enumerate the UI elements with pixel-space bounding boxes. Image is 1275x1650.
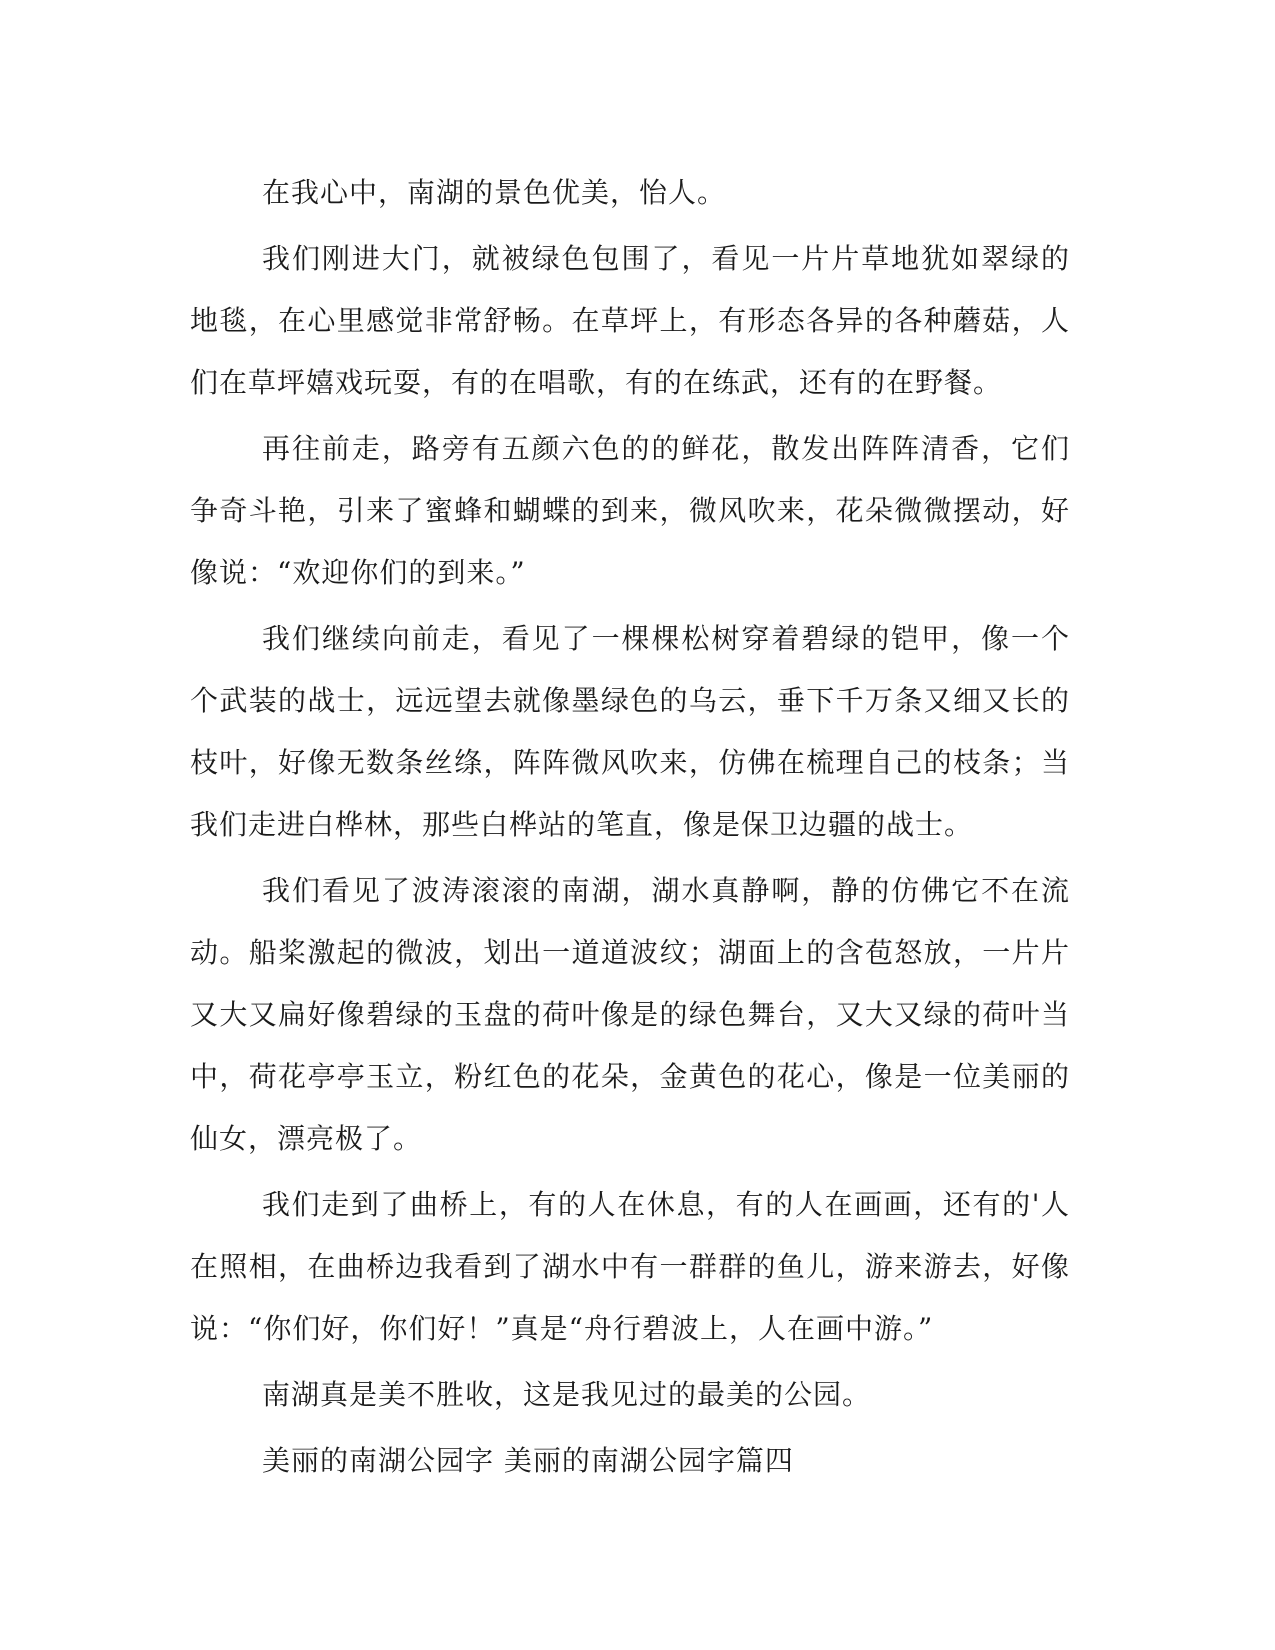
paragraph-intro: 在我心中，南湖的景色优美，怡人。 (262, 176, 727, 209)
next-section-heading: 美丽的南湖公园字 美丽的南湖公园字篇四 (262, 1444, 794, 1477)
paragraph-flowers: 再往前走，路旁有五颜六色的的鲜花，散发出阵阵清香，它们争奇斗艳，引来了蜜蜂和蝴蝶的到来，微风吹来，花朵微微摆动，好像说：“欢迎你们的到来。” (190, 432, 1070, 589)
paragraph-conclusion: 南湖真是美不胜收，这是我见过的最美的公园。 (262, 1378, 872, 1411)
paragraph-entrance: 我们刚进大门，就被绿色包围了，看见一片片草地犹如翠绿的地毯，在心里感觉非常舒畅。在草坪上，有形态各异的各种蘑菇，人们在草坪嬉戏玩耍，有的在唱歌，有的在练武，还有的在野餐。 (190, 242, 1070, 399)
paragraph-trees: 我们继续向前走，看见了一棵棵松树穿着碧绿的铠甲，像一个个武装的战士，远远望去就像墨绿色的乌云，垂下千万条又细又长的枝叶，好像无数条丝绦，阵阵微风吹来，仿佛在梳理自己的枝条；当我们走进白桦林，那些白桦站的笔直，像是保卫边疆的战士。 (190, 622, 1070, 841)
article-body (190, 162, 1070, 1496)
paragraph-lake: 我们看见了波涛滚滚的南湖，湖水真静啊，静的仿佛它不在流动。船桨激起的微波，划出一道道波纹；湖面上的含苞怒放，一片片又大又扁好像碧绿的玉盘的荷叶像是的绿色舞台，又大又绿的荷叶当中，荷花亭亭玉立，粉红色的花朵，金黄色的花心，像是一位美丽的仙女，漂亮极了。 (190, 874, 1070, 1155)
paragraph-bridge: 我们走到了曲桥上，有的人在休息，有的人在画画，还有的'人在照相，在曲桥边我看到了湖水中有一群群的鱼儿，游来游去，好像说：“你们好，你们好！”真是“舟行碧波上，人在画中游。” (190, 1188, 1070, 1345)
